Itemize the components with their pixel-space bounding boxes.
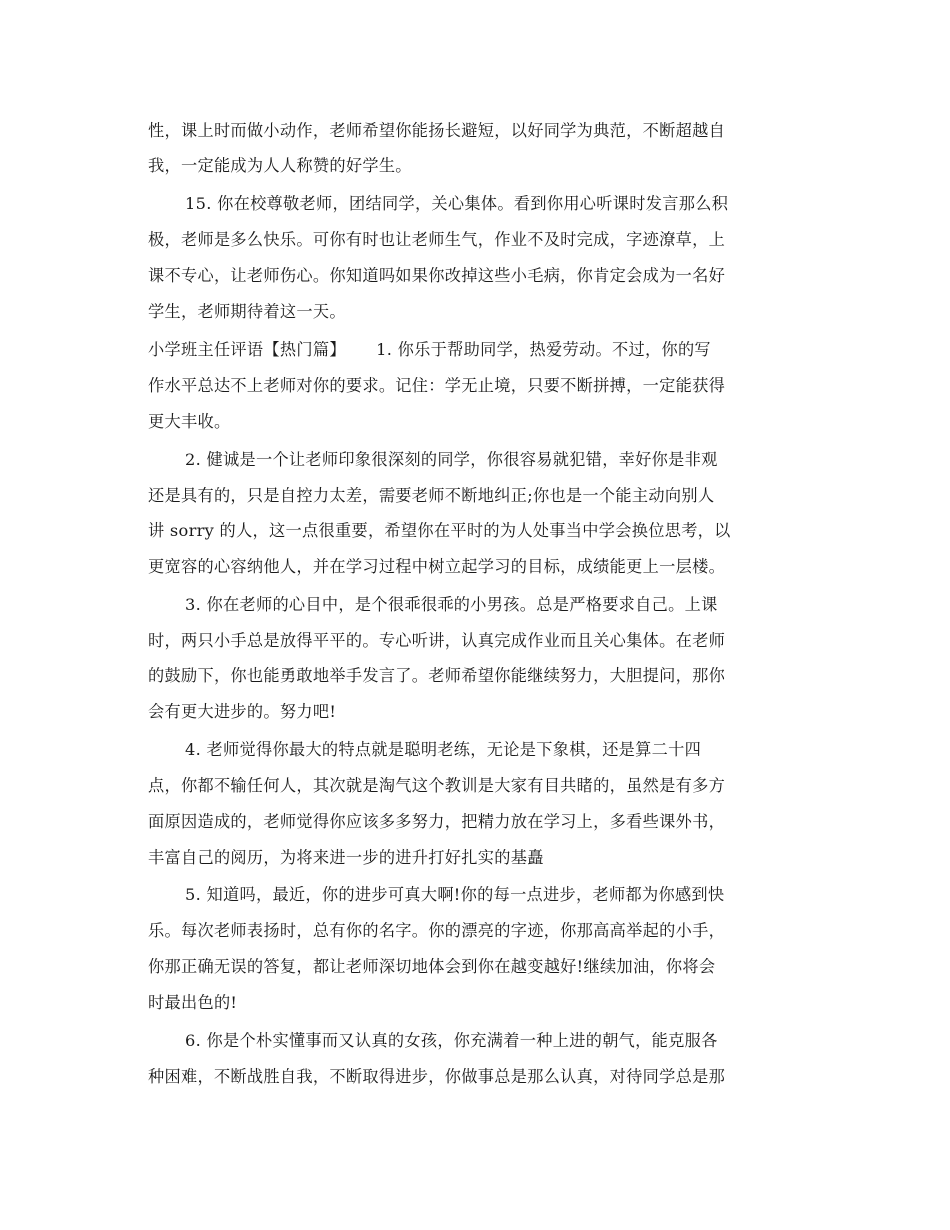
paragraph-start-line: 15. 你在校尊敬老师，团结同学，关心集体。看到你用心听课时发言那么积 [185,194,729,213]
text-line: 学生，老师期待着这一天。 [148,302,346,321]
text-line: 点，你都不输任何人，其次就是淘气这个教训是大家有目共睹的，虽然是有多方 [148,776,726,795]
text-line: 更宽容的心容纳他人，并在学习过程中树立起学习的目标，成绩能更上一层楼。 [148,557,726,576]
text-line: 更大丰收。 [148,412,231,431]
text-line: 还是具有的，只是自控力太差，需要老师不断地纠正;你也是一个能主动向别人 [148,486,715,505]
paragraph-start-line: 6. 你是个朴实懂事而又认真的女孩，你充满着一种上进的朝气，能克服各 [185,1031,718,1050]
text-line: 时，两只小手总是放得平平的。专心听讲，认真完成作业而且关心集体。在老师 [148,631,726,650]
text-line: 面原因造成的，老师觉得你应该多多努力，把精力放在学习上，多看些课外书， [148,812,726,831]
text-line: 时最出色的! [148,993,238,1012]
text-line: 作水平总达不上老师对你的要求。记住：学无止境，只要不断拼搏，一定能获得 [148,376,726,395]
text-line: 会有更大进步的。努力吧! [148,702,337,721]
text-line: 极，老师是多么快乐。可你有时也让老师生气，作业不及时完成，字迹潦草，上 [148,230,726,249]
text-line: 你那正确无误的答复，都让老师深切地体会到你在越变越好!继续加油，你将会 [148,957,716,976]
text-line: 种困难，不断战胜自我，不断取得进步，你做事总是那么认真，对待同学总是那 [148,1067,726,1086]
paragraph-start-line: 5. 知道吗，最近，你的进步可真大啊!你的每一点进步，老师都为你感到快 [185,885,725,904]
paragraph-start-line: 2. 健诚是一个让老师印象很深刻的同学，你很容易就犯错，幸好你是非观 [185,450,718,469]
text-line: 的鼓励下，你也能勇敢地举手发言了。老师希望你能继续努力，大胆提问，那你 [148,666,726,685]
text-line: 讲 sorry 的人，这一点很重要，希望你在平时的为人处事当中学会换位思考，以 [148,521,731,540]
text-line: 我，一定能成为人人称赞的好学生。 [148,156,412,175]
section-heading-line: 小学班主任评语【热门篇】 1. 你乐于帮助同学，热爱劳动。不过，你的写 [148,340,711,359]
paragraph-start-line: 4. 老师觉得你最大的特点就是聪明老练，无论是下象棋，还是算二十四 [185,740,702,759]
text-line: 课不专心，让老师伤心。你知道吗如果你改掉这些小毛病，你肯定会成为一名好 [148,266,726,285]
paragraph-start-line: 3. 你在老师的心目中，是个很乖很乖的小男孩。总是严格要求自己。上课 [185,595,718,614]
text-line: 丰富自己的阅历，为将来进一步的进升打好扎实的基矗 [148,848,544,867]
text-line: 乐。每次老师表扬时，总有你的名字。你的漂亮的字迹，你那高高举起的小手， [148,921,726,940]
text-line: 性，课上时而做小动作，老师希望你能扬长避短，以好同学为典范，不断超越自 [148,121,726,140]
